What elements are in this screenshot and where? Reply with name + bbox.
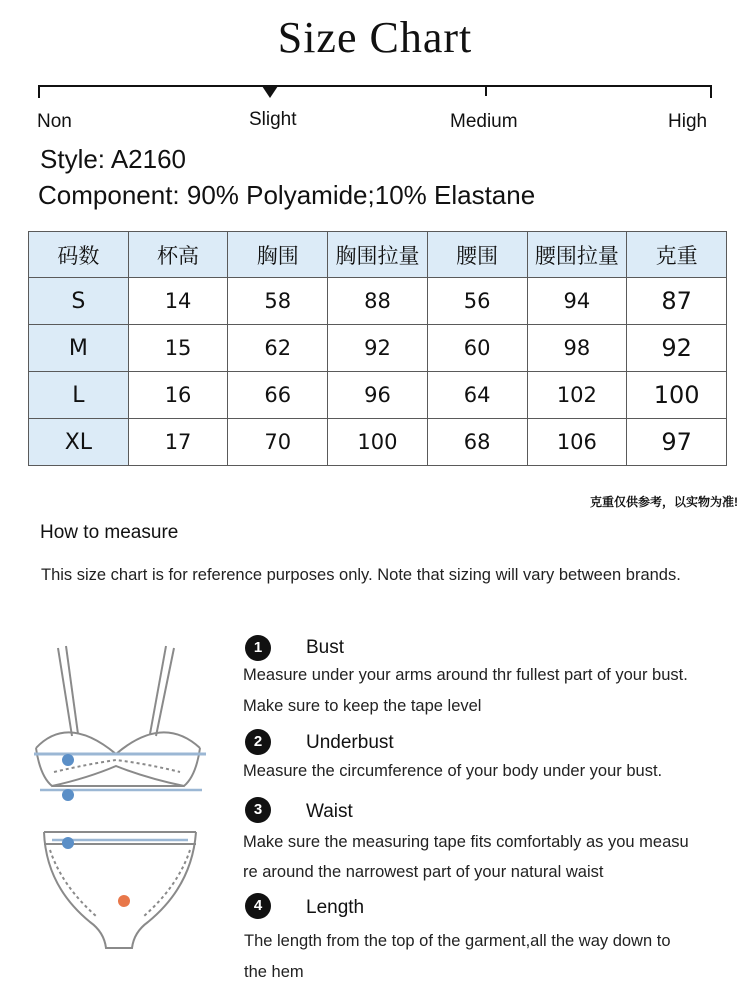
- weight-note: 克重仅供参考，以实物为准!: [590, 495, 738, 509]
- scale-label-non: Non: [37, 111, 72, 132]
- marker-1-icon: [62, 754, 74, 766]
- table-cell: 70: [228, 419, 328, 466]
- table-cell: 88: [328, 278, 428, 325]
- header-cell: 克重: [627, 232, 727, 278]
- marker-2-icon: [62, 789, 74, 801]
- marker-4-icon: [118, 895, 130, 907]
- table-cell: 100: [328, 419, 428, 466]
- how-to-measure-heading: How to measure: [40, 522, 179, 543]
- header-cell: 腰围: [427, 232, 527, 278]
- table-cell: 68: [427, 419, 527, 466]
- header-cell: 腰围拉量: [527, 232, 627, 278]
- table-cell: 66: [228, 372, 328, 419]
- table-cell: 98: [527, 325, 627, 372]
- header-cell: 杯高: [128, 232, 228, 278]
- stretch-scale-bar: [38, 84, 712, 98]
- component-line: Component: 90% Polyamide;10% Elastane: [38, 180, 536, 210]
- step-desc-line: Measure the circumference of your body under your bust.: [243, 762, 663, 780]
- table-cell: 96: [328, 372, 428, 419]
- step-desc-line: Make sure the measuring tape fits comfortably as you measu: [243, 833, 689, 851]
- step-desc-line: Measure under your arms around thr fullest part of your bust.: [243, 666, 688, 684]
- table-cell: 92: [627, 325, 727, 372]
- step-number-2-icon: 2: [245, 729, 271, 755]
- table-cell: 14: [128, 278, 228, 325]
- table-cell: 16: [128, 372, 228, 419]
- table-cell: 62: [228, 325, 328, 372]
- style-value: A2160: [110, 144, 187, 174]
- table-cell: 100: [627, 372, 727, 419]
- step-desc-line: Make sure to keep the tape level: [243, 697, 482, 715]
- table-cell: 56: [427, 278, 527, 325]
- table-cell: 97: [627, 419, 727, 466]
- header-cell: 胸围拉量: [328, 232, 428, 278]
- style-label: Style:: [40, 144, 106, 174]
- scale-label-high: High: [668, 111, 708, 132]
- table-cell: 60: [427, 325, 527, 372]
- size-table: [28, 231, 727, 466]
- table-row: [29, 325, 727, 372]
- step-title-bust: Bust: [306, 637, 345, 658]
- scale-pointer-icon: [262, 86, 278, 98]
- table-cell: 58: [228, 278, 328, 325]
- table-cell: 92: [328, 325, 428, 372]
- header-cell: 胸围: [228, 232, 328, 278]
- marker-3-icon: [62, 837, 74, 849]
- table-cell: 102: [527, 372, 627, 419]
- table-cell: 64: [427, 372, 527, 419]
- how-to-measure-intro: This size chart is for reference purposes only. Note that sizing will vary between brands.: [41, 566, 681, 584]
- bikini-measure-illustration: [28, 636, 208, 966]
- step-title-waist: Waist: [306, 801, 353, 822]
- step-desc-line: the hem: [244, 963, 304, 981]
- step-number-4-icon: 4: [245, 893, 271, 919]
- header-cell: 码数: [29, 232, 129, 278]
- step-number-1-icon: 1: [245, 635, 271, 661]
- size-cell: S: [29, 278, 129, 325]
- step-desc-line: re around the narrowest part of your natural waist: [243, 863, 604, 881]
- size-cell: XL: [29, 419, 129, 466]
- table-header-row: [29, 232, 727, 278]
- style-line: [40, 144, 186, 175]
- scale-label-medium: Medium: [450, 111, 518, 132]
- table-cell: 17: [128, 419, 228, 466]
- scale-label-slight: Slight: [249, 109, 297, 130]
- page-title: Size Chart: [277, 13, 473, 62]
- table-cell: 106: [527, 419, 627, 466]
- size-cell: L: [29, 372, 129, 419]
- size-cell: M: [29, 325, 129, 372]
- step-title-underbust: Underbust: [306, 732, 394, 753]
- table-row: [29, 419, 727, 466]
- step-number-3-icon: 3: [245, 797, 271, 823]
- table-row: [29, 278, 727, 325]
- table-row: [29, 372, 727, 419]
- table-cell: 94: [527, 278, 627, 325]
- table-cell: 15: [128, 325, 228, 372]
- step-desc-line: The length from the top of the garment,all the way down to: [244, 932, 671, 950]
- table-cell: 87: [627, 278, 727, 325]
- step-title-length: Length: [306, 897, 365, 918]
